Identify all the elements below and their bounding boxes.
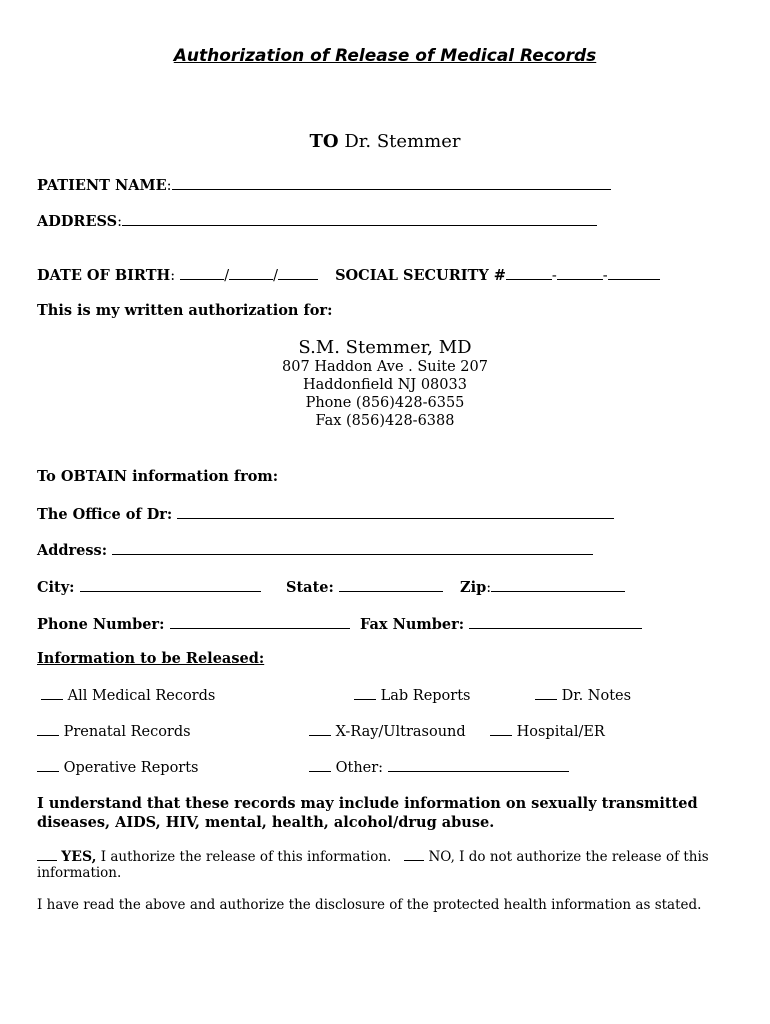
provider-city: Haddonfield NJ 08033: [303, 377, 467, 393]
source-phone-label: Phone Number:: [37, 616, 165, 633]
source-phone-row: [37, 614, 350, 633]
ssn-part1-field[interactable]: [506, 266, 552, 280]
consent-no-text: NO, I do not authorize the release of this information.: [37, 849, 709, 881]
consent-row: [37, 847, 737, 881]
option-hospital[interactable]: Hospital/ER: [490, 722, 605, 740]
option-hospital-checkbox[interactable]: [490, 722, 512, 736]
provider-phone: Phone (856)428-6355: [305, 395, 465, 411]
recipient-name: Dr. Stemmer: [344, 131, 461, 152]
source-city-label: City:: [37, 579, 75, 596]
patient-name-row: PATIENT NAME:: [37, 175, 611, 194]
source-fax-label: Fax Number:: [360, 616, 465, 633]
ssn-label: SOCIAL SECURITY #: [335, 267, 506, 284]
source-state-row: [286, 577, 443, 596]
source-state-field[interactable]: [339, 577, 443, 592]
source-state-label: State:: [286, 579, 334, 596]
option-all-medical[interactable]: All Medical Records: [41, 686, 215, 704]
source-address-label: Address:: [37, 542, 108, 559]
patient-address-row: ADDRESS:: [37, 211, 597, 230]
source-office-field[interactable]: [177, 504, 614, 519]
form-title: Authorization of Release of Medical Records: [173, 46, 597, 66]
option-dr-notes[interactable]: Dr. Notes: [535, 686, 631, 704]
option-xray-checkbox[interactable]: [309, 722, 331, 736]
option-other-field[interactable]: [388, 758, 569, 772]
option-operative[interactable]: Operative Reports: [37, 758, 199, 776]
option-xray[interactable]: X-Ray/Ultrasound: [309, 722, 466, 740]
to-prefix: TO: [309, 131, 339, 152]
obtain-label: To OBTAIN information from:: [37, 468, 279, 485]
provider-street: 807 Haddon Ave . Suite 207: [282, 359, 488, 375]
ssn-part3-field[interactable]: [608, 266, 660, 280]
option-other[interactable]: Other:: [309, 758, 569, 776]
option-all-medical-checkbox[interactable]: [41, 686, 63, 700]
patient-name-field[interactable]: [172, 175, 611, 190]
source-zip-row: Zip:: [460, 577, 625, 596]
source-address-field[interactable]: [112, 540, 593, 555]
source-zip-field[interactable]: [491, 577, 625, 592]
provider-name: S.M. Stemmer, MD: [298, 337, 472, 358]
authorization-for-label: This is my written authorization for:: [37, 302, 333, 319]
source-fax-row: [360, 614, 642, 633]
source-office-row: [37, 504, 614, 523]
source-office-label: The Office of Dr:: [37, 506, 173, 523]
patient-address-field[interactable]: [122, 211, 597, 226]
dob-label: DATE OF BIRTH: [37, 267, 171, 284]
info-heading: Information to be Released:: [37, 650, 265, 667]
disclosure-notice: I understand that these records may include information on sexually transmitted diseases, AIDS, HIV, mental, health, alcohol/drug abuse.: [37, 795, 698, 831]
option-dr-notes-checkbox[interactable]: [535, 686, 557, 700]
ssn-part2-field[interactable]: [557, 266, 603, 280]
source-phone-field[interactable]: [170, 614, 350, 629]
source-city-field[interactable]: [80, 577, 261, 592]
consent-no-checkbox[interactable]: [404, 847, 424, 861]
attestation-text: I have read the above and authorize the disclosure of the protected health information as stated.: [37, 897, 702, 913]
dob-ssn-row: DATE OF BIRTH: / / SOCIAL SECURITY # - -: [37, 265, 660, 284]
provider-fax: Fax (856)428-6388: [315, 413, 455, 429]
consent-yes-label: YES,: [61, 849, 97, 865]
option-prenatal[interactable]: Prenatal Records: [37, 722, 191, 740]
option-other-checkbox[interactable]: [309, 758, 331, 772]
source-city-row: [37, 577, 261, 596]
consent-yes-checkbox[interactable]: [37, 847, 57, 861]
consent-yes-text: I authorize the release of this information.: [100, 849, 392, 865]
option-prenatal-checkbox[interactable]: [37, 722, 59, 736]
option-operative-checkbox[interactable]: [37, 758, 59, 772]
dob-month-field[interactable]: [180, 266, 224, 280]
patient-name-label: PATIENT NAME: [37, 177, 167, 194]
dob-year-field[interactable]: [278, 266, 318, 280]
recipient-line: [0, 131, 770, 152]
patient-address-label: ADDRESS: [37, 213, 118, 230]
option-lab-reports-checkbox[interactable]: [354, 686, 376, 700]
source-fax-field[interactable]: [469, 614, 642, 629]
source-zip-label: Zip: [460, 579, 487, 596]
dob-day-field[interactable]: [229, 266, 273, 280]
option-lab-reports[interactable]: Lab Reports: [354, 686, 470, 704]
source-address-row: [37, 540, 593, 559]
